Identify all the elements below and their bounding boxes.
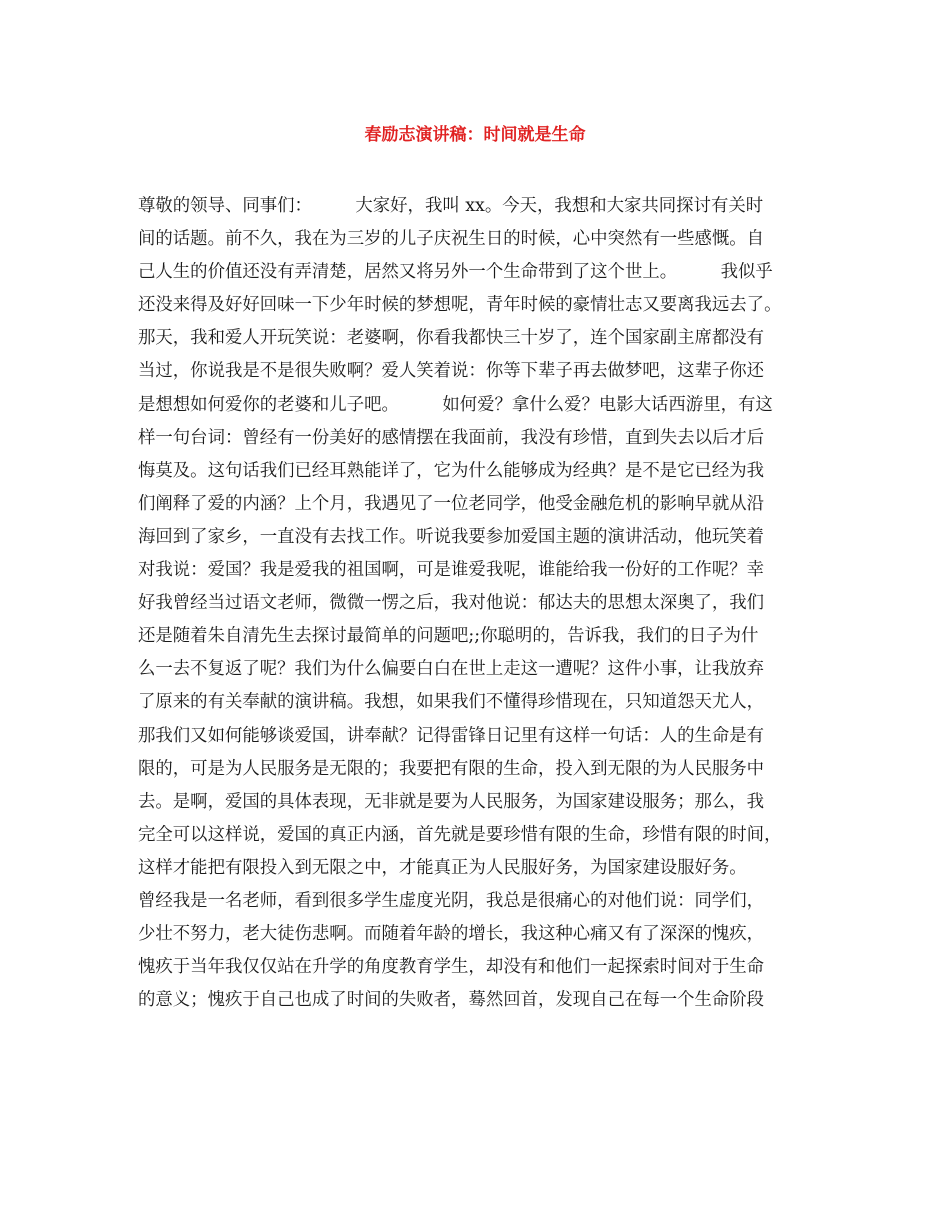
document-body [138,190,818,1017]
body-text-line: 是想想如何爱你的老婆和儿子吧。 如何爱？拿什么爱？电影大话西游里，有这 [138,394,773,415]
body-text-line: 这样才能把有限投入到无限之中，才能真正为人民服好务，为国家建设服好务。 [138,857,747,878]
body-text-line: 那天，我和爱人开玩笑说：老婆啊，你看我都快三十岁了，连个国家副主席都没有 [138,328,765,349]
body-text-line: 少壮不努力，老大徒伤悲啊。而随着年龄的增长，我这种心痛又有了深深的愧疚， [138,924,765,945]
body-text-line: 样一句台词：曾经有一份美好的感情摆在我面前，我没有珍惜，直到失去以后才后 [138,427,765,448]
body-text-line: 尊敬的领导、同事们： 大家好，我叫 xx。今天，我想和大家共同探讨有关时 [138,196,764,216]
body-text-line: 悔莫及。这句话我们已经耳熟能详了，它为什么能够成为经典？是不是它已经为我 [138,460,765,481]
body-text-line: 还是随着朱自清先生去探讨最简单的问题吧;;你聪明的，告诉我，我们的日子为什 [138,626,759,647]
body-text-line: 完全可以这样说，爱国的真正内涵，首先就是要珍惜有限的生命，珍惜有限的时间， [138,824,782,845]
body-text-line: 对我说：爱国？我是爱我的祖国啊，可是谁爱我呢，谁能给我一份好的工作呢？幸 [138,560,765,581]
body-text-line: 好我曾经当过语文老师，微微一愣之后，我对他说：郁达夫的思想太深奥了，我们 [138,593,765,614]
body-text-line: 海回到了家乡，一直没有去找工作。听说我要参加爱国主题的演讲活动，他玩笑着 [138,526,765,547]
body-text-line: 限的，可是为人民服务是无限的；我要把有限的生命，投入到无限的为人民服务中 [138,758,765,779]
body-text-line: 还没来得及好好回味一下少年时候的梦想呢，青年时候的豪情壮志又要离我远去了。 [138,295,782,316]
body-text-line: 愧疚于当年我仅仅站在升学的角度教育学生，却没有和他们一起探索时间对于生命 [138,957,765,978]
body-text-line: 去。是啊，爱国的具体表现，无非就是要为人民服务，为国家建设服务；那么，我 [138,791,765,812]
body-text-line: 了原来的有关奉献的演讲稿。我想，如果我们不懂得珍惜现在，只知道怨天尤人， [138,692,765,713]
body-text-line: 那我们又如何能够谈爱国，讲奉献？记得雷锋日记里有这样一句话：人的生命是有 [138,725,765,746]
body-text-line: 们阐释了爱的内涵？上个月，我遇见了一位老同学，他受金融危机的影响早就从沿 [138,493,765,514]
body-text-line: 间的话题。前不久，我在为三岁的儿子庆祝生日的时候，心中突然有一些感慨。自 [138,229,765,250]
body-text-line: 曾经我是一名老师，看到很多学生虚度光阴，我总是很痛心的对他们说：同学们， [138,890,765,911]
body-text-line: 么一去不复返了呢？我们为什么偏要白白在世上走这一遭呢？这件小事，让我放弃 [138,659,765,680]
body-text-line: 的意义；愧疚于自己也成了时间的失败者，蓦然回首，发现自己在每一个生命阶段 [138,990,765,1011]
document-title: 春励志演讲稿：时间就是生命 [364,125,586,145]
body-text-line: 当过，你说我是不是很失败啊？爱人笑着说：你等下辈子再去做梦吧，这辈子你还 [138,361,765,382]
body-text-line: 己人生的价值还没有弄清楚，居然又将另外一个生命带到了这个世上。 我似乎 [138,262,773,283]
